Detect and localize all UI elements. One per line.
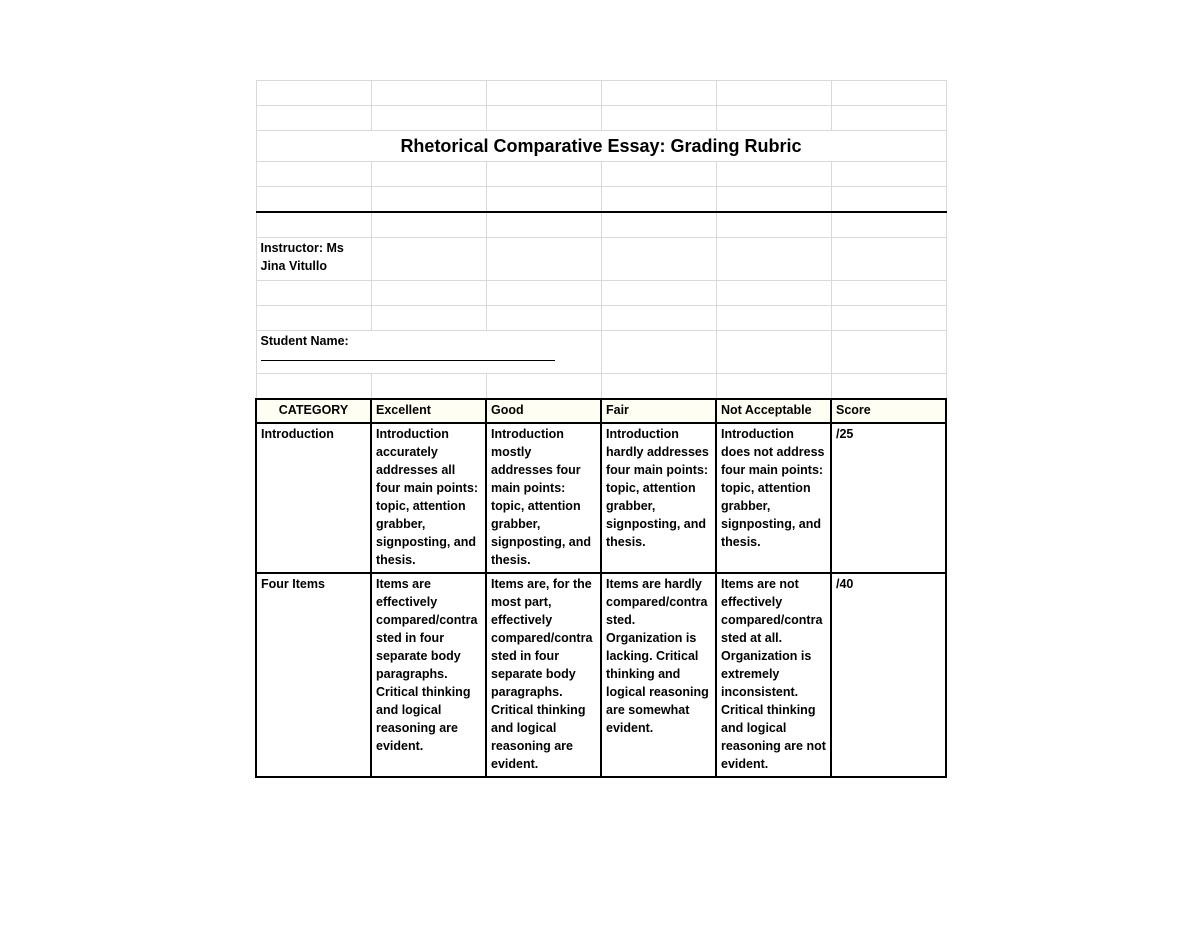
- cell[interactable]: [486, 81, 601, 106]
- cell[interactable]: [256, 374, 371, 400]
- cell[interactable]: [371, 374, 486, 400]
- header-category: CATEGORY: [256, 399, 371, 423]
- cell[interactable]: [486, 187, 601, 213]
- header-good: Good: [486, 399, 601, 423]
- cell-good: Introduction mostly addresses four main points: topic, attention grabber, signposting, and thesis.: [486, 423, 601, 573]
- cell[interactable]: [716, 81, 831, 106]
- cell[interactable]: [716, 306, 831, 331]
- rubric-sheet: [255, 80, 947, 778]
- cell[interactable]: [371, 306, 486, 331]
- cell[interactable]: [601, 281, 716, 306]
- cell[interactable]: [486, 306, 601, 331]
- cell-not-acceptable: Introduction does not address four main points: topic, attention grabber, signposting, and thesis.: [716, 423, 831, 573]
- cell-score[interactable]: /25: [831, 423, 946, 573]
- cell[interactable]: [256, 162, 371, 187]
- cell[interactable]: [486, 374, 601, 400]
- cell-good: Items are, for the most part, effectively compared/contrasted in four separate body paragraphs. Critical thinking and logical reasoning are evident.: [486, 573, 601, 777]
- cell[interactable]: [256, 81, 371, 106]
- cell[interactable]: [486, 106, 601, 131]
- cell[interactable]: [601, 187, 716, 213]
- cell[interactable]: [831, 281, 946, 306]
- cell-excellent: Introduction accurately addresses all four main points: topic, attention grabber, signposting, and thesis.: [371, 423, 486, 573]
- cell[interactable]: [716, 281, 831, 306]
- cell[interactable]: [371, 162, 486, 187]
- cell[interactable]: [371, 238, 486, 281]
- cell[interactable]: [601, 212, 716, 238]
- cell[interactable]: [256, 306, 371, 331]
- cell[interactable]: [601, 81, 716, 106]
- cell[interactable]: [256, 212, 371, 238]
- cell[interactable]: [486, 212, 601, 238]
- cell-fair: Items are hardly compared/contrasted. Organization is lacking. Critical thinking and logical reasoning are somewhat evident.: [601, 573, 716, 777]
- cell-score[interactable]: /40: [831, 573, 946, 777]
- instructor-label: Instructor: Ms Jina Vitullo: [256, 238, 371, 281]
- cell[interactable]: [716, 212, 831, 238]
- cell[interactable]: [716, 162, 831, 187]
- cell[interactable]: [601, 306, 716, 331]
- cell[interactable]: [831, 306, 946, 331]
- cell[interactable]: [716, 374, 831, 400]
- cell[interactable]: [831, 187, 946, 213]
- row-category: Four Items: [256, 573, 371, 777]
- cell-fair: Introduction hardly addresses four main points: topic, attention grabber, signposting, and thesis.: [601, 423, 716, 573]
- cell[interactable]: [486, 281, 601, 306]
- cell[interactable]: [831, 81, 946, 106]
- header-excellent: Excellent: [371, 399, 486, 423]
- cell[interactable]: [486, 162, 601, 187]
- cell[interactable]: [256, 106, 371, 131]
- cell[interactable]: [831, 106, 946, 131]
- cell[interactable]: [371, 212, 486, 238]
- student-name-label: Student Name:: [260, 334, 349, 348]
- cell[interactable]: [831, 331, 946, 374]
- table-row: [256, 573, 946, 777]
- table-row: [256, 423, 946, 573]
- student-name-field[interactable]: [256, 331, 601, 374]
- cell[interactable]: [601, 331, 716, 374]
- cell[interactable]: [831, 212, 946, 238]
- cell[interactable]: [371, 281, 486, 306]
- student-name-line: [261, 350, 555, 361]
- cell[interactable]: [716, 187, 831, 213]
- cell[interactable]: [256, 187, 371, 213]
- cell[interactable]: [371, 106, 486, 131]
- header-fair: Fair: [601, 399, 716, 423]
- cell[interactable]: [601, 238, 716, 281]
- cell[interactable]: [601, 162, 716, 187]
- cell[interactable]: [486, 238, 601, 281]
- cell-not-acceptable: Items are not effectively compared/contrasted at all. Organization is extremely inconsistent. Critical thinking and logical reasoning are not evident.: [716, 573, 831, 777]
- rubric-header-row: [256, 399, 946, 423]
- header-score: Score: [831, 399, 946, 423]
- cell[interactable]: [371, 187, 486, 213]
- cell[interactable]: [256, 281, 371, 306]
- cell[interactable]: [716, 238, 831, 281]
- cell[interactable]: [716, 106, 831, 131]
- cell[interactable]: [831, 374, 946, 400]
- cell-excellent: Items are effectively compared/contrasted in four separate body paragraphs. Critical thinking and logical reasoning are evident.: [371, 573, 486, 777]
- page-title: Rhetorical Comparative Essay: Grading Rubric: [256, 131, 946, 162]
- row-category: Introduction: [256, 423, 371, 573]
- cell[interactable]: [601, 374, 716, 400]
- cell[interactable]: [831, 238, 946, 281]
- cell[interactable]: [601, 106, 716, 131]
- cell[interactable]: [716, 331, 831, 374]
- cell[interactable]: [371, 81, 486, 106]
- header-not-acceptable: Not Acceptable: [716, 399, 831, 423]
- cell[interactable]: [831, 162, 946, 187]
